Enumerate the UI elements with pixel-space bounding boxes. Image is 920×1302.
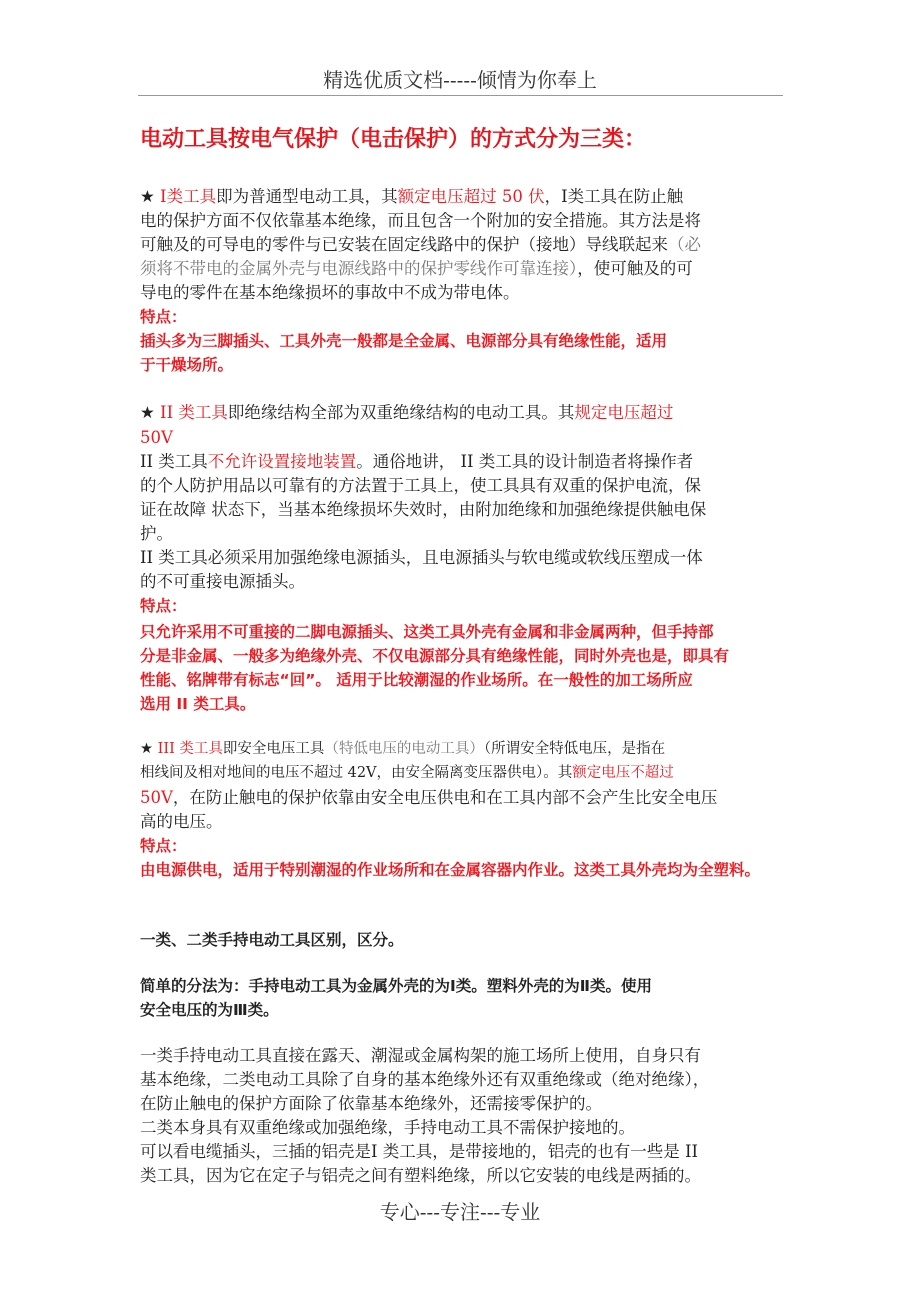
document-title: 电动工具按电气保护（电击保护）的方式分为三类： [140, 127, 647, 152]
text-run: II 类工具必须采用加强绝缘电源插头，且电源插头与软电缆或软线压塑成一体 [140, 548, 703, 567]
text-line [140, 475, 701, 497]
text-run: 特点： [140, 597, 187, 615]
text-run: 即安全电压工具 [222, 741, 325, 757]
text-run: 可触及的可导电的零件与已安装在固定线路中的保护（接地）导线联起来 [140, 235, 668, 254]
text-run: 特点： [140, 837, 187, 855]
text-run: 须将不带电的金属外壳与电源线路中的保护零线作可靠连接） [140, 259, 578, 278]
text-run: 不允许设置接地装置 [207, 452, 357, 471]
text-line [140, 1117, 635, 1139]
text-line [140, 811, 223, 833]
text-run: II 类工具 [140, 452, 208, 471]
star-bullet-icon: ★ [140, 403, 161, 422]
text-run: 即绝缘结构全部为双重绝缘结构的电动工具。其 [227, 403, 575, 422]
text-line [140, 306, 187, 328]
text-line [140, 693, 255, 715]
text-run: Ⅰ类工具 [160, 187, 217, 206]
text-line [140, 621, 714, 643]
text-run: 电的保护方面不仅依靠基本绝缘，而且包含一个附加的安全措施。其方法是将 [140, 211, 701, 230]
text-line [140, 595, 187, 617]
text-line [140, 186, 683, 208]
text-run: 导电的零件在基本绝缘损坏的事故中不成为带电体。 [140, 283, 520, 302]
text-line [140, 427, 173, 449]
text-line [140, 330, 667, 352]
text-line [140, 1069, 709, 1091]
text-run: （必 [668, 235, 701, 254]
text-run: 额定电压不超过 [572, 765, 674, 781]
text-line [140, 210, 701, 232]
text-run: 的个人防护用品以可靠有的方法置于工具上，使工具具有双重的保护电流，保 [140, 476, 701, 495]
text-run: 规定电压超过 [574, 403, 674, 422]
text-line [140, 975, 652, 997]
text-run: 性能、铭牌带有标志“回”。 适用于比较潮湿的作业场所。在一般性的加工场所应 [140, 671, 693, 689]
text-run: 安全电压的为Ⅲ类。 [140, 1001, 279, 1019]
text-run: 可以看电缆插头，三插的铝壳是Ⅰ 类工具，是带接地的，铝壳的也有一些是 II [140, 1142, 699, 1161]
text-run: 只允许采用不可重接的二脚电源插头、这类工具外壳有金属和非金属两种，但手持部 [140, 623, 714, 641]
text-line [140, 835, 187, 857]
text-line [140, 234, 701, 256]
text-line [140, 571, 305, 593]
text-line [140, 354, 233, 376]
text-line [140, 1045, 701, 1067]
text-line [140, 645, 729, 667]
text-line [140, 523, 173, 545]
text-run: 在防止触电的保护方面除了依靠基本绝缘外，还需接零保护的。 [140, 1094, 602, 1113]
text-line [140, 1165, 701, 1187]
text-run: II 类工具 [160, 403, 228, 422]
text-line [140, 762, 674, 784]
text-run: 一类手持电动工具直接在露天、潮湿或金属构架的施工场所上使用，自身只有 [140, 1046, 701, 1065]
text-run: ，Ⅰ类工具在防止触 [544, 187, 684, 206]
text-run: （所谓安全特低电压，是指在 [483, 741, 666, 757]
text-line [140, 1093, 602, 1115]
text-line [140, 859, 760, 881]
page-footer: 专心---专注---专业 [379, 1200, 541, 1224]
text-line [140, 1141, 698, 1163]
text-run: 额定电压超过 50 伏 [397, 187, 545, 206]
text-line [140, 499, 706, 521]
text-run: 证在故障 状态下，当基本绝缘损坏失效时，由附加绝缘和加强绝缘提供触电保 [140, 500, 707, 519]
text-run: 。通俗地讲， II 类工具的设计制造者将操作者 [356, 452, 694, 471]
text-line [140, 929, 404, 951]
text-line [140, 999, 279, 1021]
text-run: 即为普通型电动工具，其 [216, 187, 398, 206]
text-run: 插头多为三脚插头、工具外壳一般都是全金属、电源部分具有绝缘性能，适用 [140, 332, 668, 350]
text-run: 简单的分法为：手持电动工具为金属外壳的为Ⅰ类。塑料外壳的为Ⅱ类。使用 [140, 977, 652, 995]
text-run: 相线间及相对地间的电压不超过 42V，由安全隔离变压器供电）。其 [140, 765, 573, 781]
text-line [140, 738, 665, 760]
text-run: 二类本身具有双重绝缘或加强绝缘，手持电动工具不需保护接地的。 [140, 1118, 635, 1137]
text-line [140, 669, 693, 691]
text-run: 高的电压。 [140, 812, 223, 831]
text-run: 50V [140, 788, 173, 807]
text-run: 的不可重接电源插头。 [140, 572, 305, 591]
text-line [140, 282, 520, 304]
text-run: 一类、二类手持电动工具区别，区分。 [140, 931, 404, 949]
text-run: III 类工具 [157, 741, 223, 757]
header-divider [138, 95, 783, 96]
text-line [140, 402, 673, 424]
text-line [140, 547, 703, 569]
text-run: 护。 [140, 524, 173, 543]
text-line [140, 258, 693, 280]
page-header: 精选优质文档-----倾情为你奉上 [323, 68, 597, 92]
text-run: 类工具，因为它在定子与铝壳之间有塑料绝缘，所以它安装的电线是两插的。 [140, 1166, 701, 1185]
text-line [140, 787, 717, 809]
text-line [140, 451, 693, 473]
text-run: （特低电压的电动工具） [324, 741, 484, 757]
text-run: 分是非金属、一般多为绝缘外壳、不仅电源部分具有绝缘性能，同时外壳也是，即具有 [140, 647, 730, 665]
star-bullet-icon: ★ [140, 187, 161, 206]
text-run: ，在防止触电的保护依靠由安全电压供电和在工具内部不会产生比安全电压 [172, 788, 718, 807]
text-run: 特点： [140, 308, 187, 326]
text-run: ，使可触及的可 [577, 259, 693, 278]
text-run: 于干燥场所。 [140, 356, 234, 374]
star-bullet-icon: ★ [140, 741, 158, 757]
text-run: 50V [140, 428, 173, 447]
text-run: 选用 II 类工具。 [140, 695, 256, 713]
text-run: 基本绝缘，二类电动工具除了自身的基本绝缘外还有双重绝缘或（绝对绝缘）， [140, 1070, 710, 1089]
text-run: 由电源供电，适用于特别潮湿的作业场所和在金属容器内作业。这类工具外壳均为全塑料。 [140, 861, 761, 879]
